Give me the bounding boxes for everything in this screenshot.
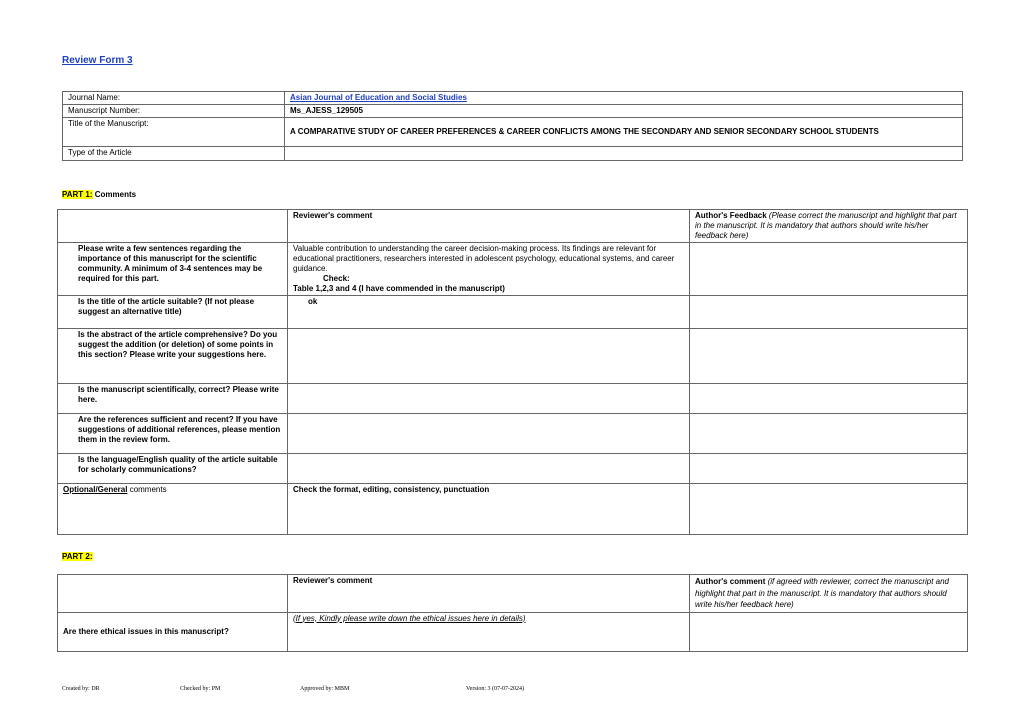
author-feedback[interactable] bbox=[690, 243, 968, 296]
footer-created: Created by: DR bbox=[62, 686, 100, 692]
ms-label: Manuscript Number: bbox=[63, 105, 285, 118]
author-feedback[interactable] bbox=[690, 329, 968, 384]
type-value[interactable] bbox=[285, 147, 963, 161]
reviewer-comment[interactable]: Valuable contribution to understanding the career decision-making process. Its findings are relevant for educational practitioners, researchers interested in adolescent psychology, educational systems, and career guidance. Check: Table 1,2,3 and 4 (I have commended in the manuscript) bbox=[288, 243, 690, 296]
part1-heading: PART 1: Comments bbox=[62, 190, 137, 199]
reviewer-comment[interactable] bbox=[288, 454, 690, 484]
author-col-header: Author's comment (if agreed with reviewer, correct the manuscript and highlight that part in the manuscript. It is mandatory that authors should write his/her feedback here) bbox=[690, 575, 968, 613]
reviewer-comment[interactable] bbox=[288, 384, 690, 414]
reviewer-col-header: Reviewer's comment bbox=[288, 210, 690, 243]
question: Please write a few sentences regarding the importance of this manuscript for the scientific community. A minimum of 3-4 sentences may be required for this part. bbox=[58, 243, 288, 296]
part2-heading: PART 2: bbox=[62, 552, 93, 561]
question: Are the references sufficient and recent? If you have suggestions of additional references, please mention them in the review form. bbox=[58, 414, 288, 454]
author-feedback[interactable] bbox=[690, 384, 968, 414]
author-col-header: Author's Feedback (Please correct the manuscript and highlight that part in the manuscript. It is mandatory that authors should write his/her feedback here) bbox=[690, 210, 968, 243]
title-label: Title of the Manuscript: bbox=[63, 118, 285, 147]
optional-label: Optional/General comments bbox=[58, 484, 288, 535]
footer-version: Version: 3 (07-07-2024) bbox=[466, 686, 524, 692]
reviewer-comment[interactable] bbox=[288, 329, 690, 384]
author-feedback[interactable] bbox=[690, 414, 968, 454]
ethical-question: Are there ethical issues in this manuscript? bbox=[58, 612, 288, 651]
question: Is the abstract of the article comprehensive? Do you suggest the addition (or deletion) of some points in this section? Please write your suggestions here. bbox=[58, 329, 288, 384]
part1-table bbox=[57, 209, 968, 535]
author-feedback[interactable] bbox=[690, 484, 968, 535]
journal-link[interactable]: Asian Journal of Education and Social Studies bbox=[290, 93, 467, 102]
ethical-comment[interactable]: (If yes, Kindly please write down the ethical issues here in details) bbox=[288, 612, 690, 651]
question: Is the manuscript scientifically, correct? Please write here. bbox=[58, 384, 288, 414]
ms-value: Ms_AJESS_129505 bbox=[285, 105, 963, 118]
author-feedback[interactable] bbox=[690, 454, 968, 484]
question: Is the language/English quality of the article suitable for scholarly communications? bbox=[58, 454, 288, 484]
footer-checked: Checked by: PM bbox=[180, 686, 221, 692]
manuscript-info-table bbox=[62, 91, 963, 161]
journal-label: Journal Name: bbox=[63, 92, 285, 105]
optional-comment[interactable]: Check the format, editing, consistency, punctuation bbox=[288, 484, 690, 535]
reviewer-comment[interactable]: ok bbox=[288, 296, 690, 329]
author-comment[interactable] bbox=[690, 612, 968, 651]
question: Is the title of the article suitable? (If not please suggest an alternative title) bbox=[58, 296, 288, 329]
reviewer-col-header: Reviewer's comment bbox=[288, 575, 690, 613]
title-value: A COMPARATIVE STUDY OF CAREER PREFERENCES & CAREER CONFLICTS AMONG THE SECONDARY AND SENIOR SECONDARY SCHOOL STUDENTS bbox=[285, 118, 963, 147]
form-title: Review Form 3 bbox=[62, 55, 133, 66]
footer-approved: Approved by: MBM bbox=[300, 686, 350, 692]
part2-table bbox=[57, 574, 968, 652]
author-feedback[interactable] bbox=[690, 296, 968, 329]
type-label: Type of the Article bbox=[63, 147, 285, 161]
reviewer-comment[interactable] bbox=[288, 414, 690, 454]
